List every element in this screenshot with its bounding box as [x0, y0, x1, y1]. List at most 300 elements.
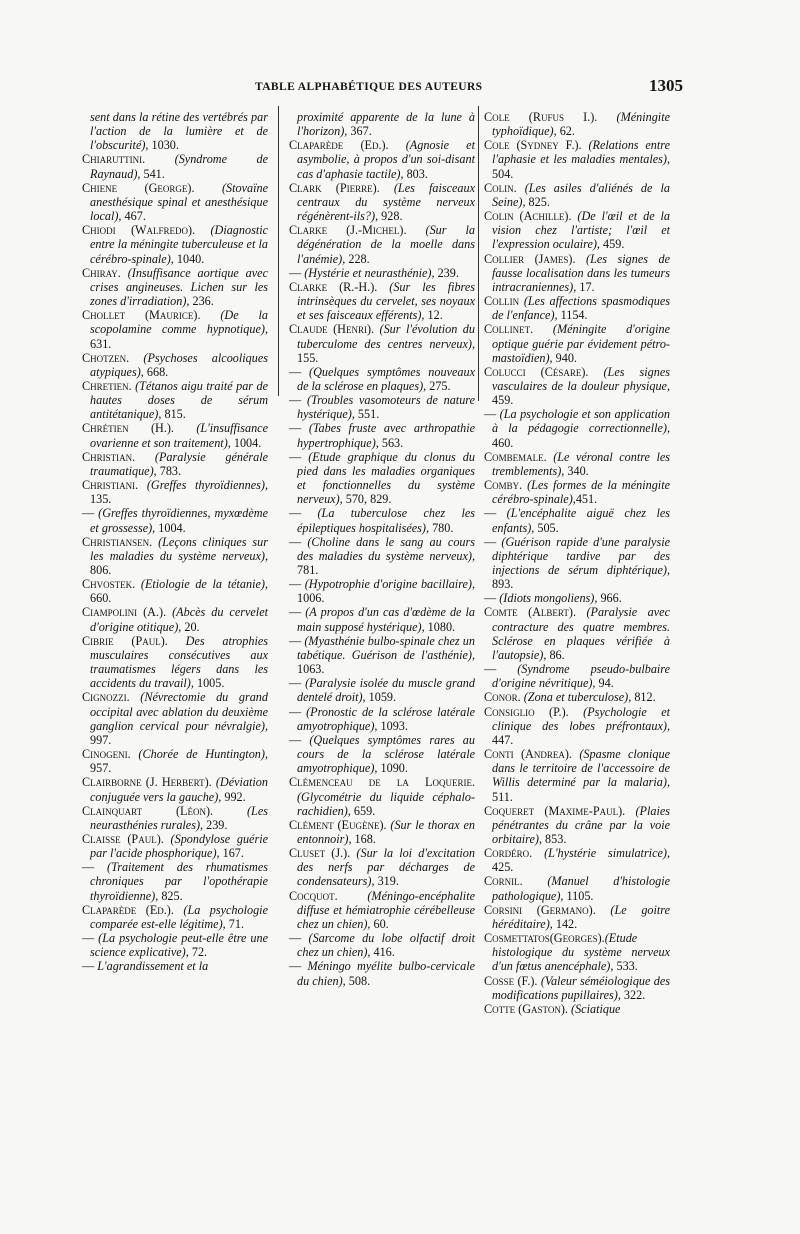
index-entry	[289, 280, 475, 322]
work-title: (Valeur séméiologique des modifications pupillaires),	[492, 973, 670, 1002]
index-entry	[289, 506, 475, 534]
index-entry	[289, 181, 475, 223]
index-entry	[484, 407, 670, 449]
index-entry	[484, 662, 670, 690]
work-title: (A propos d'un cas d'œdème de la main supposé hystérique),	[297, 605, 475, 634]
index-entry	[82, 605, 268, 633]
work-title: (La tuberculose chez les épileptiques hospitalisées),	[297, 506, 475, 535]
author-name: Coqueret (Maxime-Paul).	[484, 803, 626, 818]
page-reference: 992.	[221, 789, 246, 804]
author-name: Cinogeni.	[82, 747, 131, 762]
author-name: Corsini (Germano).	[484, 902, 596, 917]
page-reference: 275.	[426, 378, 451, 393]
work-title: (Relations entre l'aphasie et les maladies mentales),	[492, 138, 670, 167]
author-name: —	[289, 364, 302, 379]
page-reference: 1063.	[297, 662, 325, 677]
index-entry	[484, 478, 670, 506]
index-entry	[82, 478, 268, 506]
index-entry	[289, 577, 475, 605]
page-reference: 1030.	[148, 138, 179, 153]
author-name: Cosse (F.).	[484, 973, 538, 988]
work-title: sent dans la rétine des vertébrés par l'action de la lumière et de l'obscurité),	[90, 110, 268, 153]
index-entry	[484, 605, 670, 662]
author-name: Clark (Pierre).	[289, 180, 380, 195]
index-entry	[82, 308, 268, 350]
author-name: Cignozzi.	[82, 690, 130, 705]
page-reference: 781.	[297, 563, 319, 577]
author-name: —	[289, 704, 302, 719]
page-reference: 812.	[631, 690, 656, 705]
work-title: (Sur la dégénération de la moelle dans l'anémie),	[297, 223, 475, 266]
work-title: (Troubles vasomoteurs de nature hystérique),	[297, 393, 475, 422]
page-reference: 1093.	[377, 718, 408, 733]
work-title: (Diagnostic entre la méningite tuberculeuse et la cérébro-spinale),	[90, 223, 268, 266]
work-title: (Psychologie et clinique des lobes préfrontaux),	[492, 704, 670, 733]
index-entry	[484, 209, 670, 251]
page-reference: 1004.	[230, 435, 262, 450]
index-entry	[484, 690, 670, 704]
author-name: Ciampolini (A.).	[82, 605, 167, 620]
author-name: Claude (Henri).	[289, 322, 375, 337]
work-title: (Les affections spasmodiques de l'enfance),	[492, 294, 670, 323]
work-title: (Tétanos aigu traité par de hautes doses de sérum antitétanique),	[90, 378, 268, 422]
index-entry	[82, 577, 268, 605]
author-name: —	[289, 534, 302, 549]
index-entry	[82, 450, 268, 478]
author-name: Cornil.	[484, 874, 523, 889]
index-entry	[484, 747, 670, 804]
page-reference: 505.	[534, 520, 559, 535]
author-name: Claparède (Ed.).	[82, 902, 174, 917]
author-name: —	[289, 633, 302, 648]
work-title: (La psychologie et son application à la pédagogie correctionnelle),	[492, 407, 670, 436]
index-entry	[484, 181, 670, 209]
author-name: Collinet.	[484, 322, 534, 337]
index-entry	[289, 266, 475, 280]
author-name: —	[289, 265, 302, 280]
author-name: Chretien.	[82, 378, 132, 393]
index-entry	[289, 959, 475, 987]
work-title: (Sarcome du lobe olfactif droit chez un chien),	[297, 931, 475, 960]
index-entry	[289, 931, 475, 959]
author-name: Clarke (J.-Michel).	[289, 223, 407, 238]
index-entry	[484, 903, 670, 931]
work-title: (Les signes vasculaires de la douleur physique,	[492, 364, 670, 393]
page-reference: 340.	[564, 463, 589, 478]
work-title: (Quelques symptômes nouveaux de la sclérose en plaques),	[297, 364, 475, 393]
page-reference: 511.	[492, 789, 513, 804]
page-reference: 236.	[189, 294, 214, 309]
page-reference: 780.	[429, 520, 454, 535]
work-title: (Les faisceaux centraux du système nerveux régénèrent-ils?),	[297, 180, 476, 224]
page-reference: 803.	[403, 166, 428, 181]
author-name: Chiray.	[82, 265, 121, 280]
page-reference: 60.	[370, 916, 389, 931]
work-title: (Hypotrophie d'origine bacillaire),	[301, 577, 475, 592]
index-entry	[289, 775, 475, 817]
work-title: (Paralysie générale traumatique),	[90, 449, 268, 478]
index-entry	[289, 705, 475, 733]
work-title: (Traitement des rhumatismes chroniques par l'opothérapie thyroïdienne),	[90, 860, 268, 903]
page-reference: 319.	[374, 874, 399, 889]
work-title: (Zona et tuberculose),	[520, 690, 632, 705]
author-name: Colin (Achille).	[484, 209, 572, 224]
author-name: Collier (James).	[484, 251, 576, 266]
index-column-3	[484, 110, 670, 1110]
index-entry	[484, 506, 670, 534]
author-name: Chiaruttini.	[82, 152, 146, 167]
page-reference: 167.	[219, 846, 244, 861]
index-entry	[82, 775, 268, 803]
work-title: (Syndrome pseudo-bulbaire d'origine névritique),	[492, 662, 670, 691]
work-title: (Insuffisance aortique avec crises angineuses. Lichen sur les zones d'irradiation),	[90, 265, 268, 309]
author-name: Consiglio (P.).	[484, 704, 569, 719]
index-entry	[289, 733, 475, 775]
author-name: Comby.	[484, 478, 523, 493]
author-name: Claisse (Paul).	[82, 831, 164, 846]
page-reference: 508.	[345, 973, 371, 988]
page-reference: 631.	[90, 336, 112, 351]
index-entry	[82, 931, 268, 959]
author-name: Cole (Rufus I.).	[484, 110, 598, 124]
page-reference: 1059.	[365, 690, 397, 705]
author-name: —	[289, 959, 302, 974]
author-name: Collin	[484, 294, 520, 309]
page-reference: 966.	[597, 591, 622, 606]
index-entry	[82, 379, 268, 421]
author-name: Cosmettatos(Georges).	[484, 931, 605, 946]
page-reference: 957.	[90, 761, 112, 776]
work-title: (Leçons cliniques sur les maladies du système nerveux),	[90, 534, 268, 563]
page-reference: 62.	[556, 124, 575, 139]
author-name: Cibrie (Paul).	[82, 633, 168, 648]
work-title: (Syndrome de Raynaud),	[90, 152, 268, 181]
work-title: (Méningo-encéphalite diffuse et hémiatrophie cérébelleuse chez un chien),	[297, 888, 475, 931]
work-title: (Abcès du cervelet d'origine otitique),	[90, 605, 268, 634]
page-reference: 806.	[90, 563, 112, 577]
author-name: —	[289, 421, 302, 436]
page-header	[80, 76, 683, 100]
author-name: Conor.	[484, 690, 521, 705]
author-name: —	[82, 931, 95, 946]
author-name: Comte (Albert).	[484, 605, 576, 620]
author-name: —	[82, 959, 95, 974]
author-name: —	[289, 393, 302, 408]
page-reference: 1004.	[155, 520, 186, 535]
index-entry	[484, 591, 670, 605]
index-entry	[484, 110, 670, 138]
page-reference: 551.	[354, 407, 380, 422]
work-title: (Quelques symptômes rares au cours de la sclérose latérale amyotrophique),	[297, 732, 475, 776]
page-reference: 155.	[297, 350, 319, 365]
index-entry	[484, 294, 670, 322]
author-name: —	[484, 534, 497, 549]
page-reference: 570, 829.	[342, 492, 392, 507]
author-name: Chrétien (H.).	[82, 421, 174, 436]
index-entry	[484, 138, 670, 180]
index-column-2	[289, 110, 475, 1110]
work-title: (Déviation conjuguée vers la gauche),	[90, 775, 268, 804]
index-entry	[82, 421, 268, 449]
work-title: (Sur les fibres intrinsèques du cervelet, ses noyaux et ses faisceaux efférents),	[297, 279, 475, 323]
index-entry	[289, 223, 475, 265]
work-title: (Les asiles d'aliénés de la Seine),	[492, 180, 670, 209]
author-name: —	[484, 506, 497, 521]
author-name: Clément (Eugène).	[289, 817, 387, 832]
index-entry	[82, 690, 268, 747]
page-reference: 815.	[161, 407, 186, 422]
author-name: —	[289, 577, 302, 592]
author-name: —	[289, 449, 302, 464]
author-name: —	[289, 931, 302, 946]
page-reference: 451.	[575, 492, 598, 507]
author-name: —	[289, 506, 302, 521]
page-reference: 1080.	[424, 619, 456, 634]
author-name: Clainquart (Léon).	[82, 803, 214, 818]
author-name: Christian.	[82, 449, 136, 464]
page-reference: 228.	[345, 251, 370, 266]
work-title: (Hystérie et neurasthénie),	[301, 265, 435, 280]
author-name: Chollet (Maurice).	[82, 308, 201, 323]
author-name: Colin.	[484, 180, 517, 195]
work-title: (Les formes de la méningite cérébro-spinale),	[492, 478, 670, 507]
index-entry	[82, 860, 268, 902]
index-entry	[289, 421, 475, 449]
page-reference: 563.	[378, 435, 404, 450]
page-reference: 367.	[347, 124, 372, 139]
index-entry	[82, 506, 268, 534]
work-title: (Etiologie de la tétanie),	[135, 577, 268, 592]
index-entry	[289, 846, 475, 888]
index-column-1	[82, 110, 268, 1110]
column-rule	[478, 106, 479, 401]
index-entry	[289, 450, 475, 507]
page-reference: 467.	[121, 209, 146, 224]
author-name: —	[82, 860, 95, 875]
index-entry	[289, 138, 475, 180]
page-reference: 1090.	[377, 761, 408, 776]
work-title: Des atrophies musculaires consécutives aux traumatismes légers dans les accidents du travail),	[90, 633, 268, 691]
author-name: Cole (Sydney F.).	[484, 138, 582, 153]
index-entry	[289, 322, 475, 364]
author-name: Chiene (George).	[82, 180, 195, 195]
page-reference: 94.	[595, 676, 614, 691]
index-entry	[289, 889, 475, 931]
work-title: (Agnosie et asymbolie, à propos d'un soi-disant cas d'aphasie tactile),	[297, 138, 475, 181]
index-entry	[82, 959, 268, 973]
author-name: Clairborne (J. Herbert).	[82, 775, 212, 790]
page-reference: 660.	[90, 591, 112, 606]
author-name: Cocquot.	[289, 888, 338, 903]
page-reference: 239.	[434, 265, 459, 280]
work-title: (Paralysie avec contracture des quatre membres. Sclérose en plaques vérifiée à l'autopsie),	[492, 605, 670, 662]
page-reference: 416.	[370, 945, 395, 960]
work-title: (De la scopolamine comme hypnotique),	[90, 308, 268, 337]
page-reference: 668.	[143, 364, 169, 379]
author-name: —	[289, 676, 302, 691]
work-title: (Méningite typhoïdique),	[492, 110, 670, 139]
page-reference: 825.	[525, 194, 550, 209]
work-title: (Psychoses alcooliques atypiques),	[90, 350, 268, 379]
page-reference: 659.	[350, 803, 376, 818]
work-title: (Le goitre héréditaire),	[492, 902, 670, 931]
index-entry	[82, 181, 268, 223]
work-title: (Etude histologique du système nerveux d'un fœtus anencéphale),	[492, 931, 670, 974]
work-title: (Choline dans le sang au cours des maladies du système nerveux),	[297, 534, 475, 563]
page-number: 1305	[649, 76, 683, 95]
work-title: (Stovaïne anesthésique spinal et anesthésique local),	[90, 180, 268, 224]
index-entry	[484, 252, 670, 294]
work-title: Méningo myélite bulbo-cervicale du chien),	[297, 959, 475, 988]
work-title: (L'hystérie simulatrice),	[532, 846, 670, 861]
page-reference: 168.	[351, 831, 376, 846]
work-title: (Chorée de Huntington),	[130, 747, 268, 762]
work-title: (Sur le thorax en entonnoir),	[297, 817, 475, 846]
page-reference: 541.	[140, 166, 165, 181]
index-entry	[82, 634, 268, 691]
page-reference: 1040.	[173, 251, 205, 266]
page-reference: 783.	[156, 463, 182, 478]
index-entry	[289, 634, 475, 676]
page-reference: 853.	[542, 831, 567, 846]
author-name: Christiani.	[82, 478, 139, 493]
index-entry	[484, 365, 670, 407]
author-name: —	[484, 662, 497, 677]
index-entry	[82, 110, 268, 152]
page-reference: 239.	[203, 817, 228, 832]
work-title: (Pronostic de la sclérose latérale amyotrophique),	[297, 704, 475, 733]
work-title: (Les signes de fausse localisation dans les tumeurs intracraniennes),	[492, 251, 670, 294]
author-name: Combemale.	[484, 449, 547, 464]
author-name: Clémenceau de la Loquerie.	[289, 775, 475, 790]
work-title: (Les neurasthénies rurales),	[90, 803, 268, 832]
page-reference: 142.	[552, 916, 578, 931]
work-title: (L'insuffisance ovarienne et son traitement),	[90, 421, 268, 450]
work-title: (Guérison rapide d'une paralysie diphtérique tardive par des injections de sérum diphtérique),	[492, 534, 670, 577]
page-reference: 1154.	[557, 308, 588, 323]
page-reference: 135.	[90, 492, 112, 507]
index-entry	[484, 804, 670, 846]
author-name: Cotte (Gaston).	[484, 1001, 568, 1016]
column-rule	[278, 106, 279, 396]
work-title: L'agrandissement et la	[94, 959, 209, 974]
index-entry	[289, 605, 475, 633]
author-name: —	[484, 591, 497, 606]
index-entry	[484, 322, 670, 364]
author-name: Chvostek.	[82, 577, 136, 592]
work-title: (Méningite d'origine optique guérie par évidement pétro-mastoïdien),	[492, 322, 670, 365]
page-reference: 460.	[492, 435, 514, 450]
page-reference: 940.	[552, 350, 577, 365]
index-entry	[484, 535, 670, 592]
page-reference: 12.	[424, 308, 443, 323]
index-entry	[289, 818, 475, 846]
author-name: —	[289, 732, 302, 747]
author-name: Clarke (R.-H.).	[289, 279, 378, 294]
page-reference: 1105.	[563, 888, 594, 903]
index-entry	[82, 351, 268, 379]
work-title: (Glycométrie du liquide céphalo-rachidien),	[297, 789, 475, 818]
work-title: (Spondylose guérie par l'acide phosphorique),	[90, 831, 268, 861]
author-name: —	[484, 407, 497, 422]
index-entry	[289, 676, 475, 704]
index-entry	[82, 747, 268, 775]
page-reference: 504.	[492, 166, 514, 181]
page-reference: 17.	[576, 279, 595, 294]
index-entry	[82, 804, 268, 832]
index-entry	[82, 152, 268, 180]
page-reference: 825.	[158, 888, 183, 903]
work-title: (Greffes thyroïdiennes, myxœdème et grossesse),	[90, 506, 268, 535]
work-title: (La psychologie peut-elle être une science explicative),	[90, 931, 268, 960]
page-reference: 1005.	[193, 676, 225, 691]
work-title: (De l'œil et de la vision chez l'artiste; l'œil et l'expression oculaire),	[492, 209, 670, 252]
author-name: —	[82, 506, 95, 521]
page-reference: 533.	[613, 959, 638, 974]
index-entry	[289, 365, 475, 393]
work-title: (La psychologie comparée est-elle légitime),	[90, 902, 268, 931]
index-entry	[484, 931, 670, 973]
page-reference: 425.	[492, 860, 514, 875]
work-title: (Sur la loi d'excitation des nerfs par décharges de condensateurs),	[297, 846, 475, 889]
work-title: (Idiots mongoliens),	[496, 591, 598, 606]
author-name: Cordéro.	[484, 846, 533, 861]
index-entry	[82, 832, 268, 860]
page-reference: 447.	[492, 732, 514, 747]
index-entry	[484, 874, 670, 902]
index-entry	[484, 846, 670, 874]
author-name: Cluset (J.).	[289, 846, 351, 861]
page-reference: 459.	[492, 393, 514, 408]
page-reference: 72.	[188, 945, 208, 960]
work-title: (Névrectomie du grand occipital avec ablation du deuxième ganglion cervical pour névralgie),	[90, 690, 268, 733]
page-reference: 997.	[90, 732, 112, 747]
work-title: (Etude graphique du clonus du pied dans les maladies organiques et fonctionnelles du système nerveux),	[297, 449, 475, 507]
work-title: (Manuel d'histologie pathologique),	[492, 874, 670, 903]
work-title: (L'encéphalite aiguë chez les enfants),	[492, 506, 670, 535]
index-entry	[484, 974, 670, 1002]
author-name: Chiodi (Walfredo).	[82, 223, 196, 238]
author-name: —	[289, 605, 302, 620]
index-entry	[484, 705, 670, 747]
author-name: Chotzen.	[82, 350, 130, 365]
author-name: Colucci (Césare).	[484, 364, 589, 379]
index-entry	[289, 110, 475, 138]
author-name: Conti (Andrea).	[484, 747, 572, 762]
work-title: (Plaies pénétrantes du crâne par la voie orbitaire),	[492, 803, 670, 846]
index-entry	[82, 223, 268, 265]
work-title: (Sciatique	[567, 1001, 621, 1016]
work-title: (Tabes fruste avec arthropathie hypertrophique),	[297, 421, 475, 450]
page-reference: 71.	[225, 916, 244, 931]
work-title: (Myasthénie bulbo-spinale chez un tabétique. Guérison de l'asthénie),	[297, 633, 475, 662]
work-title: (Spasme clonique dans le territoire de l'accessoire de Willis determiné par la malaria),	[492, 747, 670, 790]
index-entry	[289, 535, 475, 577]
index-entry	[82, 903, 268, 931]
work-title: (Le véronal contre les tremblements),	[492, 449, 670, 478]
work-title: proximité apparente de la lune à l'horizon),	[297, 110, 475, 139]
page-reference: 459.	[599, 237, 625, 252]
index-entry	[289, 393, 475, 421]
work-title: (Paralysie isolée du muscle grand dentelé droit),	[297, 676, 475, 705]
page-reference: 893.	[492, 577, 514, 592]
index-entry	[484, 1002, 670, 1016]
page-reference: 322.	[620, 987, 646, 1002]
page-reference: 1006.	[297, 591, 325, 606]
work-title: (Greffes thyroïdiennes),	[138, 478, 268, 493]
index-entry	[82, 535, 268, 577]
page-reference: 86.	[546, 647, 565, 662]
